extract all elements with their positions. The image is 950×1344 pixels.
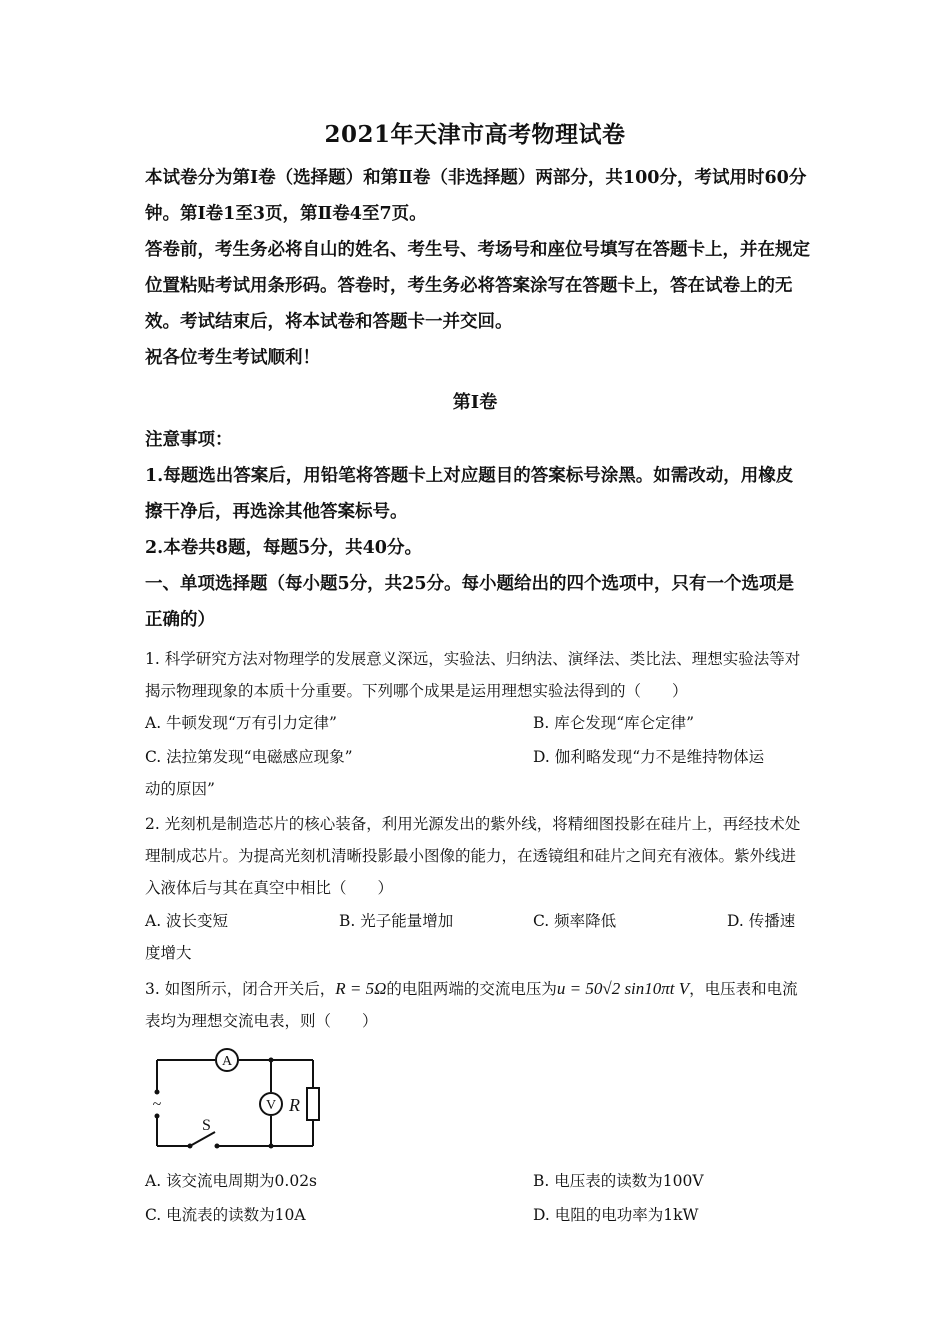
- q3-option-a[interactable]: A. 该交流电周期为0.02s: [145, 1172, 318, 1190]
- intro-paragraph-3: 祝各位考生考试顺利！: [145, 348, 320, 368]
- q1-stem: 1. 科学研究方法对物理学的发展意义深远，实验法、归纳法、演绎法、类比法、理想实验法等对揭示物理现象的本质十分重要。下列哪个成果是运用理想实验法得到的（ ）: [145, 650, 801, 700]
- junction-top: [269, 1058, 274, 1063]
- source-terminal-bottom: [155, 1114, 160, 1119]
- q2-option-b[interactable]: B. 光子能量增加: [339, 912, 454, 930]
- q2-option-a[interactable]: A. 波长变短: [145, 912, 229, 930]
- intro-paragraph-1: 本试卷分为第Ⅰ卷（选择题）和第Ⅱ卷（非选择题）两部分，共100分，考试用时60分钟。第Ⅰ卷1至3页，第Ⅱ卷4至7页。: [145, 168, 807, 224]
- q3-option-d[interactable]: D. 电阻的电功率为1kW: [533, 1206, 699, 1224]
- q3-stem-part-3: ，电压表和电流表均为理想交流电表，则（ ）: [145, 980, 798, 1030]
- q2-option-d[interactable]: D. 传播速: [727, 912, 796, 930]
- voltmeter-label: V: [265, 1098, 277, 1113]
- resistor-symbol: [307, 1088, 319, 1120]
- notes-block: [145, 422, 810, 638]
- q1-option-d[interactable]: D. 伽利略发现“力不是维持物体运: [533, 748, 765, 766]
- switch-label: S: [202, 1117, 211, 1134]
- junction-bottom: [269, 1144, 274, 1149]
- resistor-label: R: [289, 1095, 300, 1115]
- switch-blade: [190, 1132, 215, 1146]
- q2-stem: 2. 光刻机是制造芯片的核心装备，利用光源发出的紫外线，将精细图投影在硅片上，再经技术处理制成芯片。为提高光刻机清晰投影最小图像的能力，在透镜组和硅片之间充有液体。紫外线进入液体后与其在真空中相比（ ）: [145, 815, 801, 897]
- exam-title: 2021年天津市高考物理试卷: [324, 121, 626, 148]
- switch-contact-left: [188, 1144, 193, 1149]
- q1-option-c[interactable]: C. 法拉第发现“电磁感应现象”: [145, 748, 353, 766]
- source-terminal-top: [155, 1090, 160, 1095]
- q3-stem: [145, 973, 805, 1037]
- intro-block: [145, 160, 810, 376]
- switch-contact-right: [215, 1144, 220, 1149]
- notes-item-1: 1.每题选出答案后，用铅笔将答题卡上对应题目的答案标号涂黑。如需改动，用橡皮擦干净后，再选涂其他答案标号。: [145, 466, 794, 522]
- q1-option-d-continued: 动的原因”: [145, 780, 215, 798]
- q2-option-d-continued: 度增大: [145, 944, 192, 962]
- q3-stem-part-2: 的电阻两端的交流电压为: [386, 980, 557, 998]
- q1-option-b[interactable]: B. 库仑发现“库仑定律”: [533, 714, 695, 732]
- q3-formula-resistance: R = 5Ω: [335, 979, 387, 998]
- q3-formula-voltage: u = 50√2 sin10πt V: [556, 979, 690, 998]
- q3-circuit-diagram: [145, 1042, 335, 1154]
- ac-source-icon: ~: [152, 1096, 162, 1113]
- q3-option-b[interactable]: B. 电压表的读数为100V: [533, 1172, 704, 1190]
- q1-option-a[interactable]: A. 牛顿发现“万有引力定律”: [145, 714, 337, 732]
- intro-paragraph-2: 答卷前，考生务必将自山的姓名、考生号、考场号和座位号填写在答题卡上，并在规定位置粘贴考试用条形码。答卷时，考生务必将答案涂写在答题卡上，答在试卷上的无效。考试结束后，将本试卷和答题卡一并交回。: [145, 240, 810, 332]
- notes-item-2: 2.本卷共8题，每题5分，共40分。: [145, 538, 422, 558]
- volume-title: 第Ⅰ卷: [452, 392, 498, 413]
- section-heading: 一、单项选择题（每小题5分，共25分。每小题给出的四个选项中，只有一个选项是正确的）: [145, 574, 795, 630]
- q3-stem-part-1: 3. 如图所示，闭合开关后，: [145, 980, 336, 998]
- ammeter-label: A: [221, 1054, 233, 1069]
- q2-option-c[interactable]: C. 频率降低: [533, 912, 617, 930]
- q3-option-c[interactable]: C. 电流表的读数为10A: [145, 1206, 306, 1224]
- notes-heading: 注意事项：: [145, 430, 233, 450]
